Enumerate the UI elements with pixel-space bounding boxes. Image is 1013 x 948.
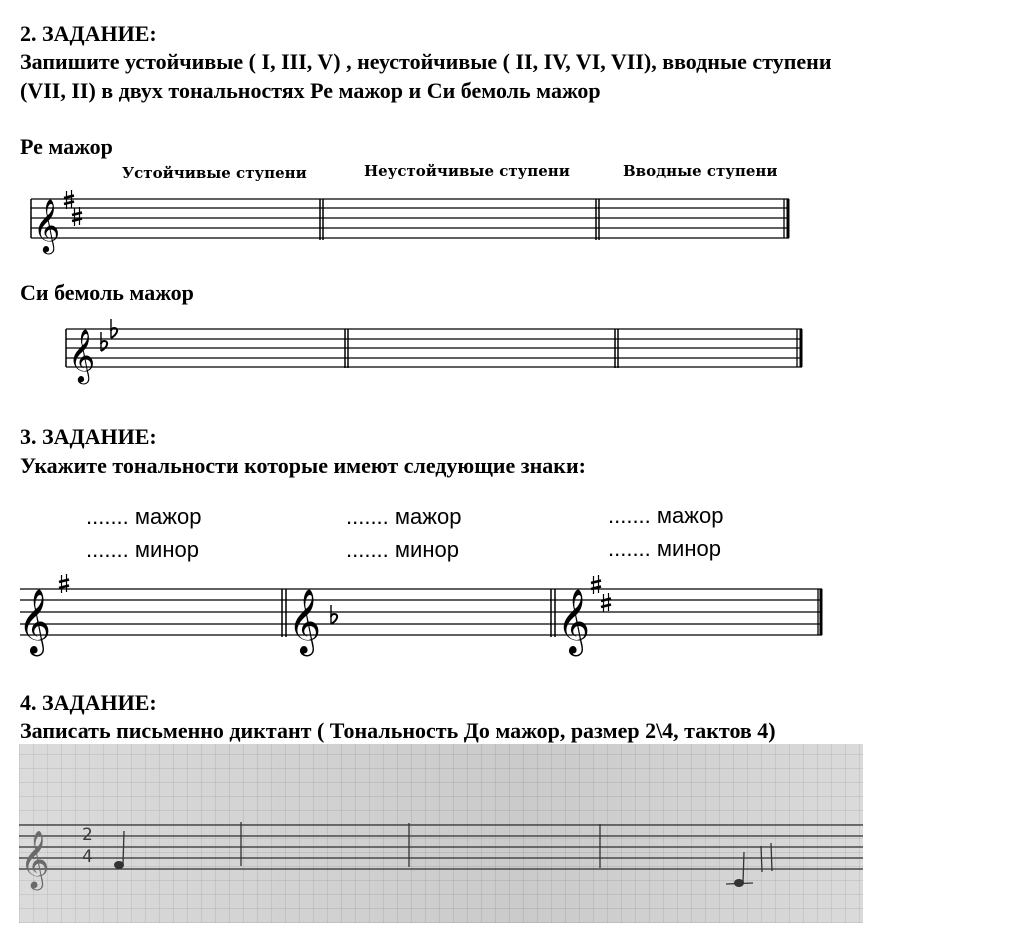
treble-clef-icon: 𝄞 [288, 589, 322, 654]
task4-instruction: Записать письменно диктант ( Тональность До мажор, размер 2\4, тактов 4) [20, 718, 776, 743]
column-unstable-degrees: Неустойчивые ступени [364, 162, 570, 180]
sharp-icon [591, 575, 601, 594]
time-signature-top: 2 [82, 825, 93, 845]
task3-heading: 3. ЗАДАНИЕ: [20, 424, 157, 449]
staff-key-signatures[interactable] [18, 574, 822, 656]
key1-name: Ре мажор [20, 134, 113, 159]
answer-2-minor[interactable]: ....... минор [346, 537, 459, 562]
task2-instruction-line2: (VII, II) в двух тональностях Ре мажор и Си бемоль мажор [20, 78, 601, 103]
staff-d-major[interactable] [31, 190, 789, 254]
answer-2-major[interactable]: ....... мажор [346, 504, 462, 529]
treble-clef-icon: 𝄞 [68, 328, 96, 382]
treble-clef-icon: 𝄞 [33, 198, 61, 252]
task4-heading: 4. ЗАДАНИЕ: [20, 690, 157, 715]
treble-clef-icon: 𝄞 [18, 589, 52, 654]
column-stable-degrees: Устойчивые ступени [122, 164, 307, 182]
answer-3-minor[interactable]: ....... минор [608, 536, 721, 561]
column-leading-degrees: Вводные ступени [623, 162, 778, 180]
answer-1-major[interactable]: ....... мажор [86, 504, 202, 529]
flat-icon [111, 319, 117, 338]
staff-dictation[interactable] [19, 822, 863, 891]
sharp-icon [72, 207, 82, 226]
treble-clef-icon: 𝄞 [557, 589, 591, 654]
sharp-icon [601, 593, 611, 612]
answer-1-minor[interactable]: ....... минор [86, 537, 199, 562]
task2-instruction-line1: Запишите устойчивые ( I, III, V) , неустойчивые ( II, IV, VI, VII), вводные ступени [20, 49, 832, 74]
sharp-icon [59, 574, 69, 593]
key2-name: Си бемоль мажор [20, 280, 194, 305]
answer-3-major[interactable]: ....... мажор [608, 503, 724, 528]
task2-heading: 2. ЗАДАНИЕ: [20, 21, 157, 46]
treble-clef-icon: 𝄞 [20, 830, 50, 888]
staff-b-flat-major[interactable] [66, 319, 802, 384]
task3-instruction: Укажите тональности которые имеют следующие знаки: [20, 453, 586, 478]
flat-icon [331, 605, 337, 624]
time-signature-bottom: 4 [82, 847, 93, 867]
